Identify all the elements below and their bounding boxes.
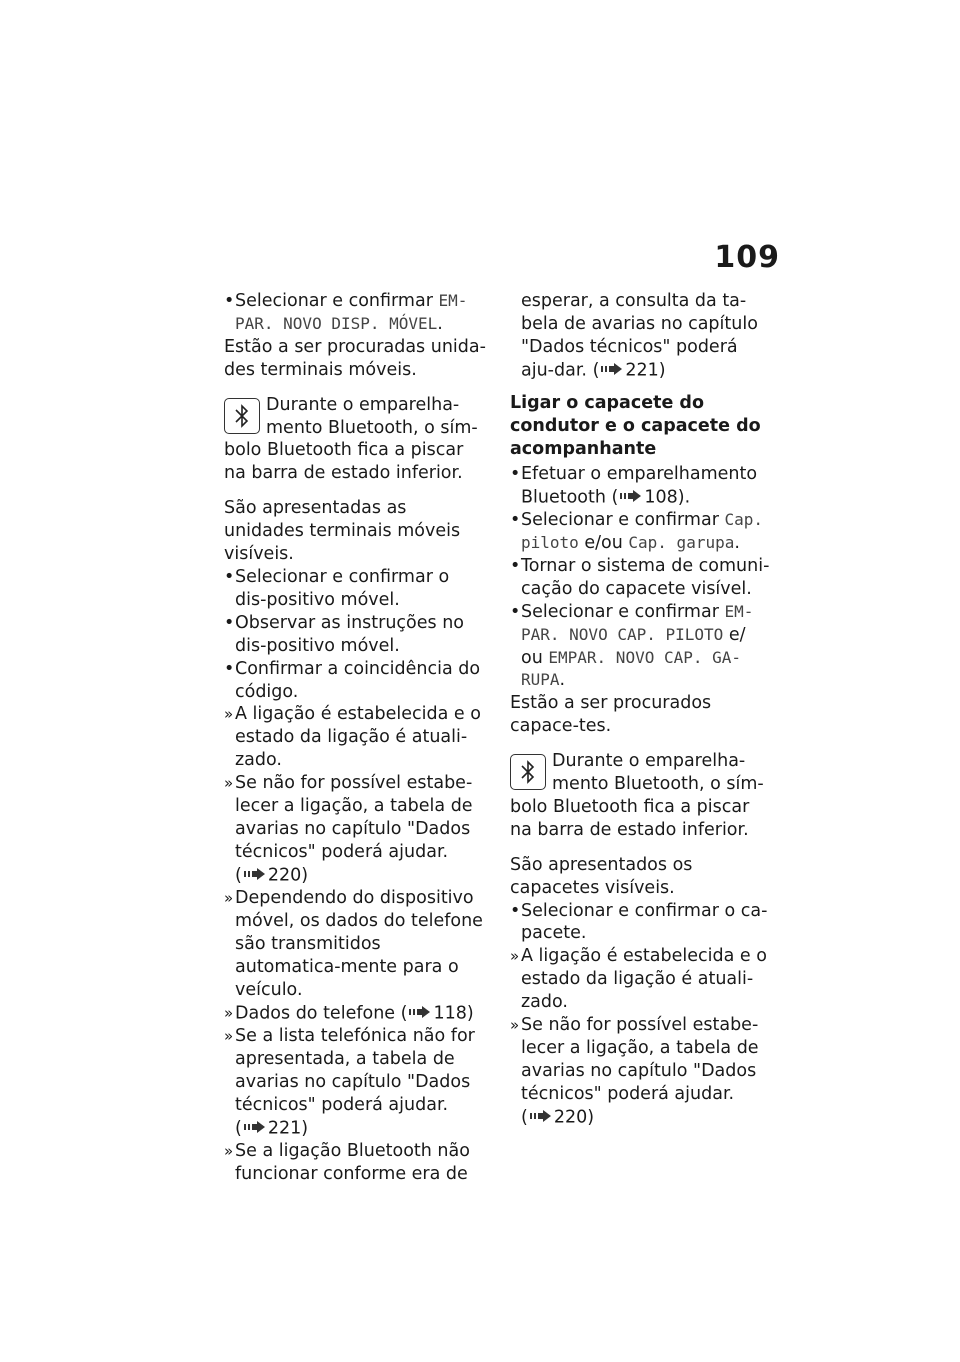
result-item: » Dependendo do dispositivo móvel, os dados do telefone são transmitidos automatica-mente para o veículo. [224,887,486,1002]
result-item: » Se a lista telefónica não for apresentada, a tabela de avarias no capítulo "Dados técnicos" poderá ajudar. ( 221) [224,1025,486,1140]
result-item: » A ligação é estabelecida e o estado da ligação é atuali-zado. [224,703,486,772]
result-item: » Se não for possível estabe-lecer a ligação, a tabela de avarias no capítulo "Dados técnicos" poderá ajudar. ( 220) [224,772,486,887]
left-column [224,290,486,1186]
menu-code: PAR. NOVO DISP. MÓVEL [235,313,438,333]
result-item: » Se a ligação Bluetooth não funcionar conforme era de [224,1140,486,1186]
menu-code: EMPAR. NOVO CAP. GA-RUPA [521,647,742,690]
paragraph: Estão a ser procuradas unida-des terminais móveis. [224,336,486,380]
page-number: 109 [714,240,780,275]
page-ref[interactable]: 221 [267,1118,302,1139]
bluetooth-icon [224,398,260,434]
result-item-continued: esperar, a consulta da ta-bela de avarias no capítulo "Dados técnicos" poderá aju-dar. ( 221) [521,291,758,381]
page-ref[interactable]: 220 [267,865,302,886]
page-ref-arrow-icon [244,864,266,887]
menu-code: Cap. piloto [521,510,763,552]
page-ref-arrow-icon [601,359,623,382]
list-item: • Selecionar e confirmar o dis-positivo móvel. [224,566,486,612]
result-item: » Se não for possível estabe-lecer a ligação, a tabela de avarias no capítulo "Dados técnicos" poderá ajudar. ( 220) [510,1014,772,1129]
page-ref-arrow-icon [620,486,642,509]
list-item: • Selecionar e confirmar Cap. piloto e/ou Cap. garupa. [510,509,772,555]
menu-code: EM-PAR. NOVO CAP. PILOTO [521,601,754,644]
list-item: • Observar as instruções no dis-positivo móvel. [224,612,486,658]
menu-code: EM- [438,291,468,310]
page-ref[interactable]: 108 [644,487,678,508]
paragraph: São apresentados os capacetes visíveis. [510,854,693,898]
list-item: • Selecionar e confirmar o ca-pacete. [510,900,772,946]
bluetooth-icon [510,754,546,790]
paragraph: São apresentadas as unidades terminais móveis visíveis. [224,498,461,565]
result-item: » A ligação é estabelecida e o estado da ligação é atuali-zado. [510,945,772,1014]
paragraph: Estão a ser procurados capace-tes. [510,693,712,737]
page-ref-arrow-icon [244,1117,266,1140]
page-ref-arrow-icon [530,1106,552,1129]
note-block: Durante o emparelha- mento Bluetooth, o sím- bolo Bluetooth fica a piscar na barra de estado inferior. [510,751,764,840]
page-ref-arrow-icon [409,1002,431,1025]
list-item: • Selecionar e confirmar EM- PAR. NOVO DISP. MÓVEL. [224,290,486,336]
list-item: • Efetuar o emparelhamento Bluetooth ( 108). [510,463,772,509]
result-item: » Dados do telefone ( 118) [224,1002,486,1025]
menu-code: Cap. garupa [628,532,735,552]
note-block: Durante o emparelha- mento Bluetooth, o sím- bolo Bluetooth fica a piscar na barra de estado inferior. [224,394,478,484]
right-column [510,290,772,1129]
page-ref[interactable]: 118 [433,1003,467,1024]
list-item: • Selecionar e confirmar EM-PAR. NOVO CAP. PILOTO e/ ou EMPAR. NOVO CAP. GA-RUPA. [510,601,772,693]
section-heading: Ligar o capacete do condutor e o capacete do acompanhante [510,393,761,459]
page-ref[interactable]: 221 [625,360,659,381]
list-item: • Tornar o sistema de comuni-cação do capacete visível. [510,555,772,601]
page-ref[interactable]: 220 [553,1107,588,1128]
list-item: • Confirmar a coincidência do código. [224,658,486,704]
